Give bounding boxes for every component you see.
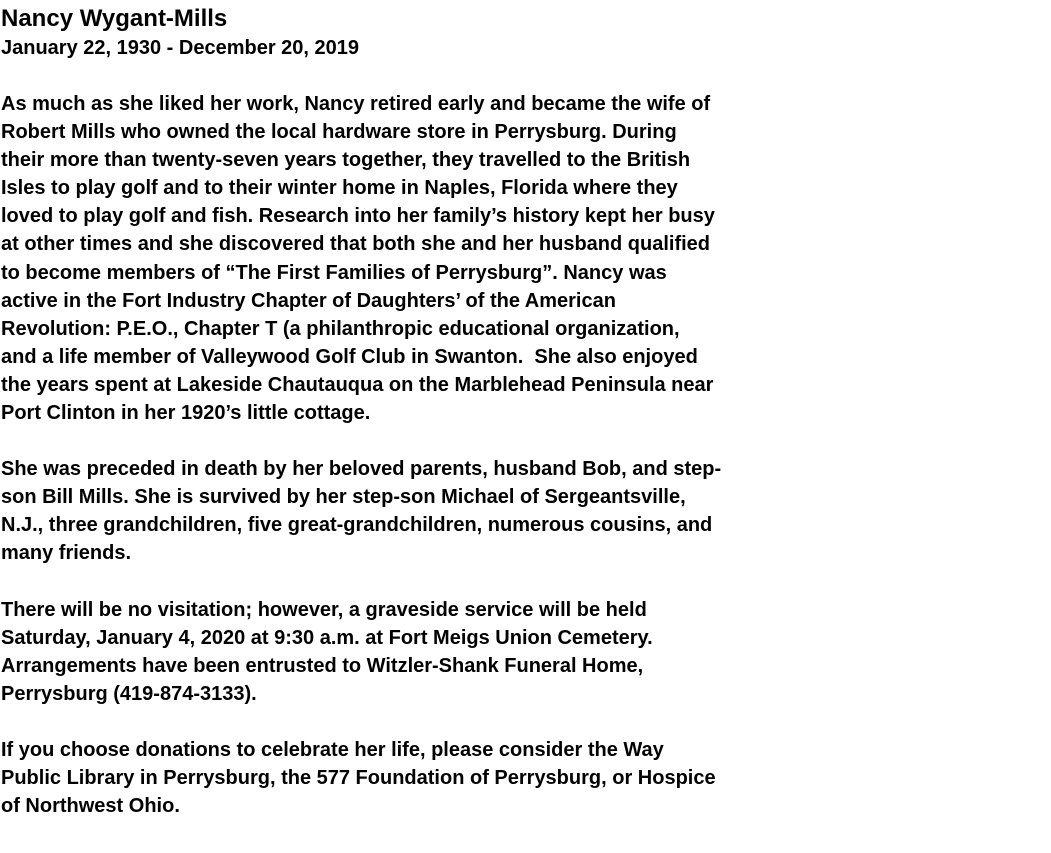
text-line: Arrangements have been entrusted to Witzler-Shank Funeral Home, bbox=[1, 654, 644, 677]
text-line: to become members of “The First Families of Perrysburg”. Nancy was bbox=[1, 261, 667, 284]
text-line: There will be no visitation; however, a graveside service will be held bbox=[1, 598, 647, 621]
text-line: Revolution: P.E.O., Chapter T (a philanthropic educational organization, bbox=[1, 317, 680, 340]
paragraph-donations bbox=[1, 736, 831, 820]
text-line: Robert Mills who owned the local hardware store in Perrysburg. During bbox=[1, 121, 677, 144]
text-line: many friends. bbox=[1, 542, 132, 565]
text-line: If you choose donations to celebrate her life, please consider the Way bbox=[1, 738, 664, 761]
text-line: N.J., three grandchildren, five great-grandchildren, numerous cousins, and bbox=[1, 514, 713, 537]
obituary-document bbox=[1, 4, 831, 848]
text-line: the years spent at Lakeside Chautauqua on the Marblehead Peninsula near bbox=[1, 373, 714, 396]
obituary-name: Nancy Wygant-Mills bbox=[1, 5, 228, 32]
text-line: their more than twenty-seven years together, they travelled to the British bbox=[1, 149, 691, 172]
text-line: of Northwest Ohio. bbox=[1, 795, 180, 818]
text-line: Public Library in Perrysburg, the 577 Foundation of Perrysburg, or Hospice bbox=[1, 766, 716, 789]
text-line: As much as she liked her work, Nancy retired early and became the wife of bbox=[1, 93, 711, 115]
text-line: Isles to play golf and to their winter home in Naples, Florida where they bbox=[1, 177, 678, 200]
paragraph-service bbox=[1, 596, 831, 708]
text-line: son Bill Mills. She is survived by her step-son Michael of Sergeantsville, bbox=[1, 486, 686, 509]
paragraph-survivors bbox=[1, 455, 831, 567]
text-line: She was preceded in death by her beloved parents, husband Bob, and step- bbox=[1, 458, 722, 481]
text-line: and a life member of Valleywood Golf Club in Swanton. She also enjoyed bbox=[1, 345, 698, 368]
text-line: Port Clinton in her 1920’s little cottage. bbox=[1, 402, 371, 425]
text-line: loved to play golf and fish. Research into her family’s history kept her busy bbox=[1, 205, 715, 228]
paragraph-biography bbox=[1, 90, 831, 427]
text-line: Perrysburg (419-874-3133). bbox=[1, 682, 257, 705]
text-line: Saturday, January 4, 2020 at 9:30 a.m. at Fort Meigs Union Cemetery. bbox=[1, 626, 653, 649]
text-line: at other times and she discovered that both she and her husband qualified bbox=[1, 233, 711, 256]
text-line: active in the Fort Industry Chapter of Daughters’ of the American bbox=[1, 289, 616, 312]
obituary-dates: January 22, 1930 - December 20, 2019 bbox=[1, 37, 360, 59]
